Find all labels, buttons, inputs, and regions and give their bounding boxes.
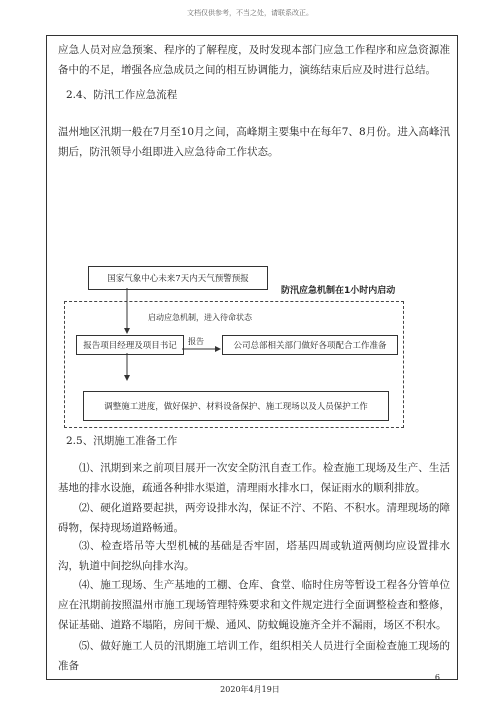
- intro-paragraph: 应急人员对应急预案、程序的了解程度，及时发现本部门应急工作程序和应急资源准备中的不足，增强各应急成员之间的相互协调能力，演练结束后应及时进行总结。: [58, 44, 450, 76]
- item-3: ⑶、检查塔吊等大型机械的基础是否牢固，塔基四周或轨道两侧均应设置排水沟，轨道中间挖纵向排水沟。: [58, 540, 450, 572]
- report-box: 报告项目经理及项目书记: [76, 335, 184, 355]
- forecast-box: 国家气象中心未来7天内天气预警预报: [88, 266, 268, 290]
- footer-date: 2020年4月19日: [220, 685, 280, 694]
- section-2-5-title: 2.5、汛期施工准备工作: [66, 435, 178, 447]
- section-2-4-paragraph: 温州地区汛期一般在7月至10月之间，高峰期主要集中在每年7、8月份。进入高峰汛期后，防汛领导小组即进入应急待命工作状态。: [58, 126, 450, 158]
- report-label: 报告: [188, 337, 204, 346]
- section-2-4-title: 2.4、防汛工作应急流程: [66, 89, 178, 101]
- item-5: ⑸、做好施工人员的汛期施工培训工作，组织相关人员进行全面检查施工现场的准备: [58, 640, 450, 672]
- item-1: ⑴、汛期到来之前项目展开一次安全防汛自查工作。检查施工现场及生产、生活基地的排水设施，疏通各种排水渠道，清理雨水排水口，保证雨水的顺利排放。: [58, 462, 450, 494]
- start-mechanism-label: 启动应急机制，进入待命状态: [148, 313, 252, 322]
- item-2: ⑵、硬化道路要起拱，两旁设排水沟，保证不泞、不陷、不积水。清理现场的障碍物，保持现场道路畅通。: [58, 502, 450, 534]
- header-note: 文档仅供参考，不当之处，请联系改正。: [187, 9, 313, 17]
- response-time-note: 防汛应急机制在1小时内启动: [281, 286, 396, 296]
- adjust-box: 调整施工进度，做好保护、材料设备保护、施工现场以及人员保护工作: [83, 391, 389, 421]
- item-4: ⑷、施工现场、生产基地的工棚、仓库、食堂、临时住房等暂设工程各分管单位应在汛期前按照温州市施工现场管理特殊要求和文件规定进行全面调整检查和整修，保证基础、道路不塌陷，房间干燥、通风、防蚊蝇设施齐全并不漏雨，场区不积水。: [58, 579, 450, 631]
- company-box: 公司总部相关部门做好各项配合工作准备: [222, 335, 398, 355]
- page-number: 6: [434, 673, 440, 682]
